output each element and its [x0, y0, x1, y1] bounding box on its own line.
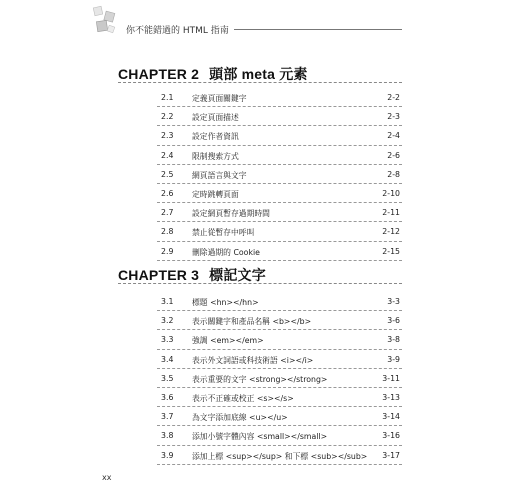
chapter-heading: [118, 64, 308, 84]
section-number: 3.7: [161, 412, 174, 422]
toc-entry: [157, 407, 402, 426]
toc-entry: [157, 369, 402, 388]
section-title: 表示不正確或校正 <s></s>: [192, 393, 294, 403]
chapter-heading: [118, 265, 266, 285]
section-title: 表示外文詞語或科技術語 <i></i>: [192, 355, 314, 365]
chapter-label: CHAPTER 2: [118, 66, 200, 82]
page-reference: 2-2: [387, 93, 400, 102]
header-divider: [234, 29, 402, 30]
section-number: 2.6: [161, 188, 174, 198]
section-number: 2.4: [161, 150, 174, 160]
section-title: 表示重要的文字 <strong></strong>: [192, 374, 328, 384]
section-number: 3.9: [161, 450, 174, 460]
section-title: 強調 <em></em>: [192, 336, 264, 346]
toc-entry: [157, 292, 402, 311]
toc-entry: [157, 330, 402, 349]
section-title: 為文字添加底線 <u></u>: [192, 413, 288, 423]
page-reference: 3-14: [382, 412, 400, 422]
section-number: 2.9: [161, 246, 174, 256]
page-header: [0, 0, 520, 40]
section-number: 3.2: [161, 316, 174, 326]
section-number: 3.4: [161, 354, 174, 364]
page-reference: 2-6: [387, 150, 400, 160]
section-number: 3.8: [161, 431, 174, 441]
section-title: 添加上標 <sup></sup> 和下標 <sub></sub>: [192, 451, 368, 461]
page-reference: 3-8: [387, 335, 400, 345]
chapter-name: 標記文字: [209, 267, 266, 283]
section-title: 表示關鍵字和產品名稱 <b></b>: [192, 317, 312, 327]
page-reference: 2-3: [387, 112, 400, 122]
chapter-divider: [118, 283, 402, 284]
section-title: 設定網頁暫存過期時間: [192, 209, 270, 219]
section-title: 添加小號字體內容 <small></small>: [192, 432, 328, 442]
toc-entry: [157, 184, 402, 203]
section-title: 刪除過期的 Cookie: [192, 247, 260, 257]
chapter-label: CHAPTER 3: [118, 267, 200, 283]
section-number: 3.1: [161, 297, 174, 306]
page-reference: 2-15: [382, 246, 400, 256]
page-reference: 2-10: [382, 188, 400, 198]
section-number: 2.3: [161, 131, 174, 141]
toc-entry: [157, 126, 402, 145]
section-number: 2.8: [161, 227, 174, 237]
toc-list: [157, 292, 402, 465]
section-title: 禁止從暫存中呼叫: [192, 228, 255, 238]
page-reference: 3-9: [387, 354, 400, 364]
book-title: 你不能錯過的 HTML 指南: [126, 26, 229, 36]
page-reference: 3-6: [387, 316, 400, 326]
page-reference: 2-11: [382, 208, 400, 218]
page-reference: 3-11: [382, 373, 400, 383]
section-title: 定義頁面關鍵字: [192, 94, 247, 103]
toc-entry: [157, 311, 402, 330]
cubes-logo-icon: [92, 4, 118, 38]
toc-entry: [157, 222, 402, 241]
section-number: 2.1: [161, 93, 174, 102]
toc-entry: [157, 203, 402, 222]
page-reference: 3-3: [387, 297, 400, 306]
section-number: 2.5: [161, 169, 174, 179]
section-title: 網頁語言與文字: [192, 170, 247, 180]
section-number: 3.6: [161, 392, 174, 402]
section-number: 3.3: [161, 335, 174, 345]
toc-list: [157, 88, 402, 261]
section-title: 設定頁面描述: [192, 113, 239, 123]
section-number: 3.5: [161, 373, 174, 383]
section-title: 限制搜索方式: [192, 151, 239, 161]
page-reference: 3-17: [382, 450, 400, 460]
section-number: 2.2: [161, 112, 174, 122]
section-number: 2.7: [161, 208, 174, 218]
toc-entry: [157, 146, 402, 165]
toc-entry: [157, 107, 402, 126]
page-reference: 2-8: [387, 169, 400, 179]
toc-entry: [157, 165, 402, 184]
toc-entry: [157, 242, 402, 261]
toc-entry: [157, 88, 402, 107]
page-reference: 2-12: [382, 227, 400, 237]
section-title: 設定作者資訊: [192, 132, 239, 142]
page-reference: 2-4: [387, 131, 400, 141]
page-reference: 3-16: [382, 431, 400, 441]
toc-entry: [157, 388, 402, 407]
chapter-name: 頭部 meta 元素: [209, 66, 308, 82]
page-reference: 3-13: [382, 392, 400, 402]
section-title: 標題 <hn></hn>: [192, 298, 259, 307]
chapter-divider: [118, 82, 402, 83]
page-number: xx: [102, 473, 112, 482]
toc-entry: [157, 426, 402, 445]
section-title: 定時跳轉頁面: [192, 189, 239, 199]
toc-entry: [157, 350, 402, 369]
toc-entry: [157, 446, 402, 465]
